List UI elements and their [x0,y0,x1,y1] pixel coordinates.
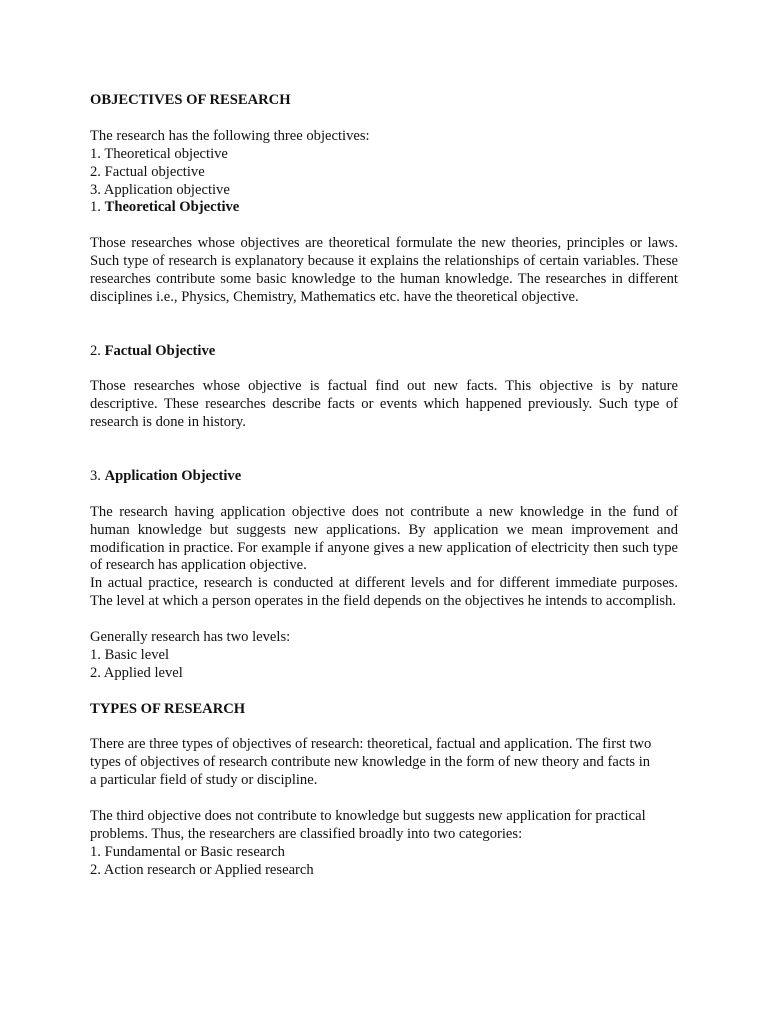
types-paragraph-line: types of objectives of research contribute new knowledge in the form of new theory and facts in [90,754,651,771]
application-body: The research having application objective does not contribute a new knowledge in the fund of human knowledge but suggests new applications. By application we mean improvement and modification in practice. For example if anyone gives a new application of electricity then such type of research has application objective. [90,503,678,574]
list-item: 1. Fundamental or Basic research [90,843,285,860]
heading-objectives: OBJECTIVES OF RESEARCH [90,92,291,108]
application-body-continued: In actual practice, research is conducted at different levels and for different immediate purposes. The level at which a person operates in the field depends on the objectives he intends to accomplish. [90,575,678,610]
list-item: 1. Theoretical objective [90,145,228,162]
document-page [90,92,678,880]
intro-text: The research has the following three objectives: [90,127,370,144]
list-item: 2. Factual objective [90,163,205,180]
levels-intro: Generally research has two levels: [90,629,291,646]
heading-types: TYPES OF RESEARCH [90,700,246,717]
types-paragraph-line: a particular field of study or discipline. [90,772,318,789]
types-paragraph-line: There are three types of objectives of research: theoretical, factual and application. The first two [90,736,652,753]
types-paragraph-line: The third objective does not contribute to knowledge but suggests new application for practical [90,808,646,825]
factual-heading: 2. Factual Objective [90,342,216,359]
list-item: 3. Application objective [90,181,230,198]
factual-body: Those researches whose objective is factual find out new facts. This objective is by nature descriptive. These researches describe facts or events which happened previously. Such type of research is done in history. [90,378,678,431]
application-heading: 3. Application Objective [90,467,242,484]
theoretical-heading: 1. Theoretical Objective [90,199,240,216]
list-item: 2. Action research or Applied research [90,861,314,878]
list-item: 1. Basic level [90,646,170,663]
list-item: 2. Applied level [90,664,183,681]
types-paragraph-line: problems. Thus, the researchers are classified broadly into two categories: [90,826,523,842]
theoretical-body: Those researches whose objectives are theoretical formulate the new theories, principles or laws. Such type of research is explanatory because it explains the relationships of certain variables. These researches contribute some basic knowledge to the human knowledge. The researches in different disciplines i.e., Physics, Chemistry, Mathematics etc. have the theoretical objective. [90,235,678,305]
